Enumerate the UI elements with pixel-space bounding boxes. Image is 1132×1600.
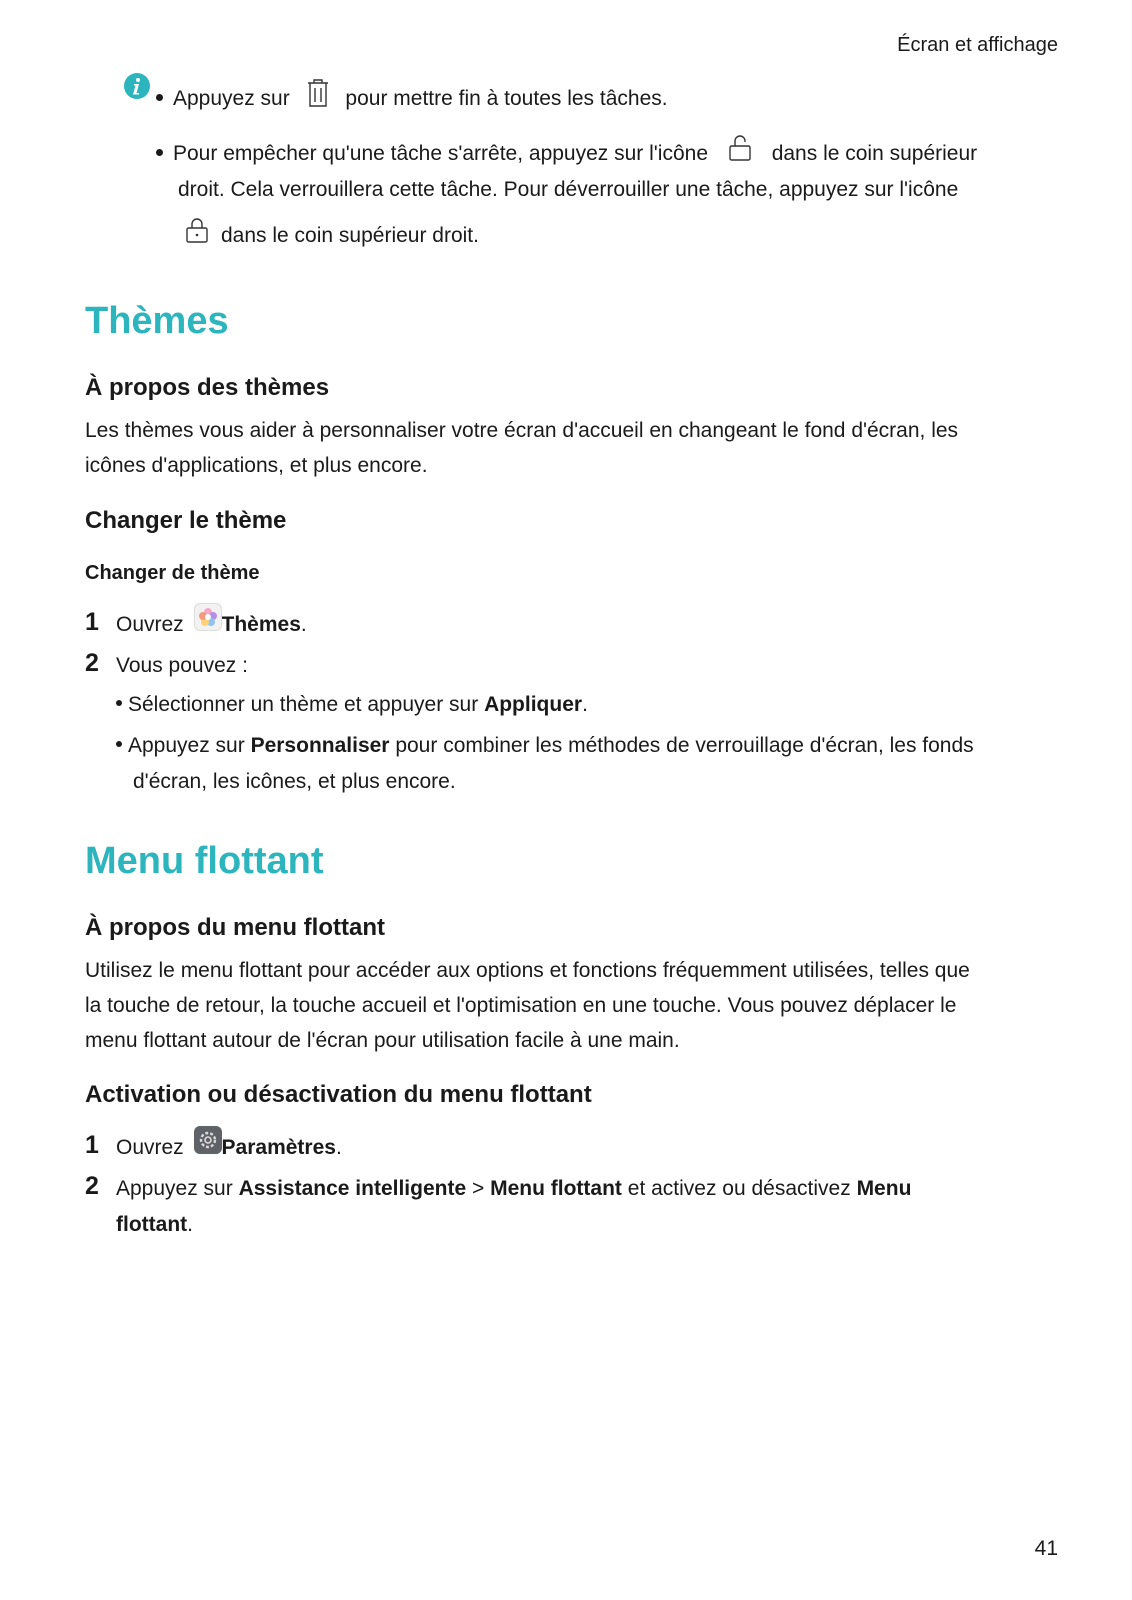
themes-app-icon <box>194 603 222 631</box>
trash-icon <box>306 78 330 108</box>
heading-about-themes: À propos des thèmes <box>85 374 330 401</box>
bullet-dot <box>156 149 163 156</box>
step-1-open-settings: Ouvrez Paramètres. <box>116 1130 342 1166</box>
bullet-dot <box>116 700 122 706</box>
heading-about-floating-menu: À propos du menu flottant <box>85 914 385 941</box>
step-2-text: Vous pouvez : <box>116 654 248 677</box>
note-bullet-2-line-2: droit. Cela verrouillera cette tâche. Pour déverrouiller une tâche, appuyez sur l'icône <box>178 178 959 201</box>
about-floating-menu-paragraph: Utilisez le menu flottant pour accéder aux options et fonctions fréquemment utilisées, telles que la touche de retour, la touche accueil et l'optimisation en une touche. Vous pouvez déplacer le menu flottant autour de l'écran pour utilisation facile à une main. <box>85 959 970 1052</box>
step-number: 2 <box>85 1172 99 1200</box>
section-title-themes: Thèmes <box>85 300 229 342</box>
settings-app-icon <box>194 1126 222 1154</box>
page-number: 41 <box>1034 1537 1058 1560</box>
step-2-line-2: flottant. <box>116 1213 193 1236</box>
heading-activation-floating-menu: Activation ou désactivation du menu flottant <box>85 1081 592 1108</box>
heading-change-theme: Changer le thème <box>85 507 287 534</box>
theme-option-bullet-2: Appuyez sur Personnaliser pour combiner les méthodes de verrouillage d'écran, les fonds <box>116 728 974 764</box>
bullet-dot <box>156 94 163 101</box>
note-bullet-2-line-1: Pour empêcher qu'une tâche s'arrête, appuyez sur l'icône dans le coin supérieur <box>156 136 977 172</box>
section-title-floating-menu: Menu flottant <box>85 840 324 882</box>
locked-icon <box>185 216 209 244</box>
theme-option-bullet-1: Sélectionner un thème et appuyer sur Appliquer. <box>116 687 588 723</box>
note-bullet-1: Appuyez sur pour mettre fin à toutes les tâches. <box>156 81 668 117</box>
theme-option-bullet-2-line-2: d'écran, les icônes, et plus encore. <box>133 770 456 793</box>
subheading-change-theme: Changer de thème <box>85 562 260 584</box>
step-1-open-themes: Ouvrez Thèmes. <box>116 607 307 643</box>
note-bullet-2-line-3: dans le coin supérieur droit. <box>185 218 479 254</box>
step-2-line-1: Appuyez sur Assistance intelligente > Menu flottant et activez ou désactivez Menu <box>116 1177 912 1200</box>
bullet-dot <box>116 741 122 747</box>
info-icon <box>123 72 151 100</box>
about-themes-paragraph: Les thèmes vous aider à personnaliser votre écran d'accueil en changeant le fond d'écran, les icônes d'applications, et plus encore. <box>85 419 959 477</box>
unlocked-icon <box>728 134 752 162</box>
step-number: 2 <box>85 649 99 677</box>
step-number: 1 <box>85 608 99 636</box>
running-header: Écran et affichage <box>897 34 1058 56</box>
step-number: 1 <box>85 1131 99 1159</box>
